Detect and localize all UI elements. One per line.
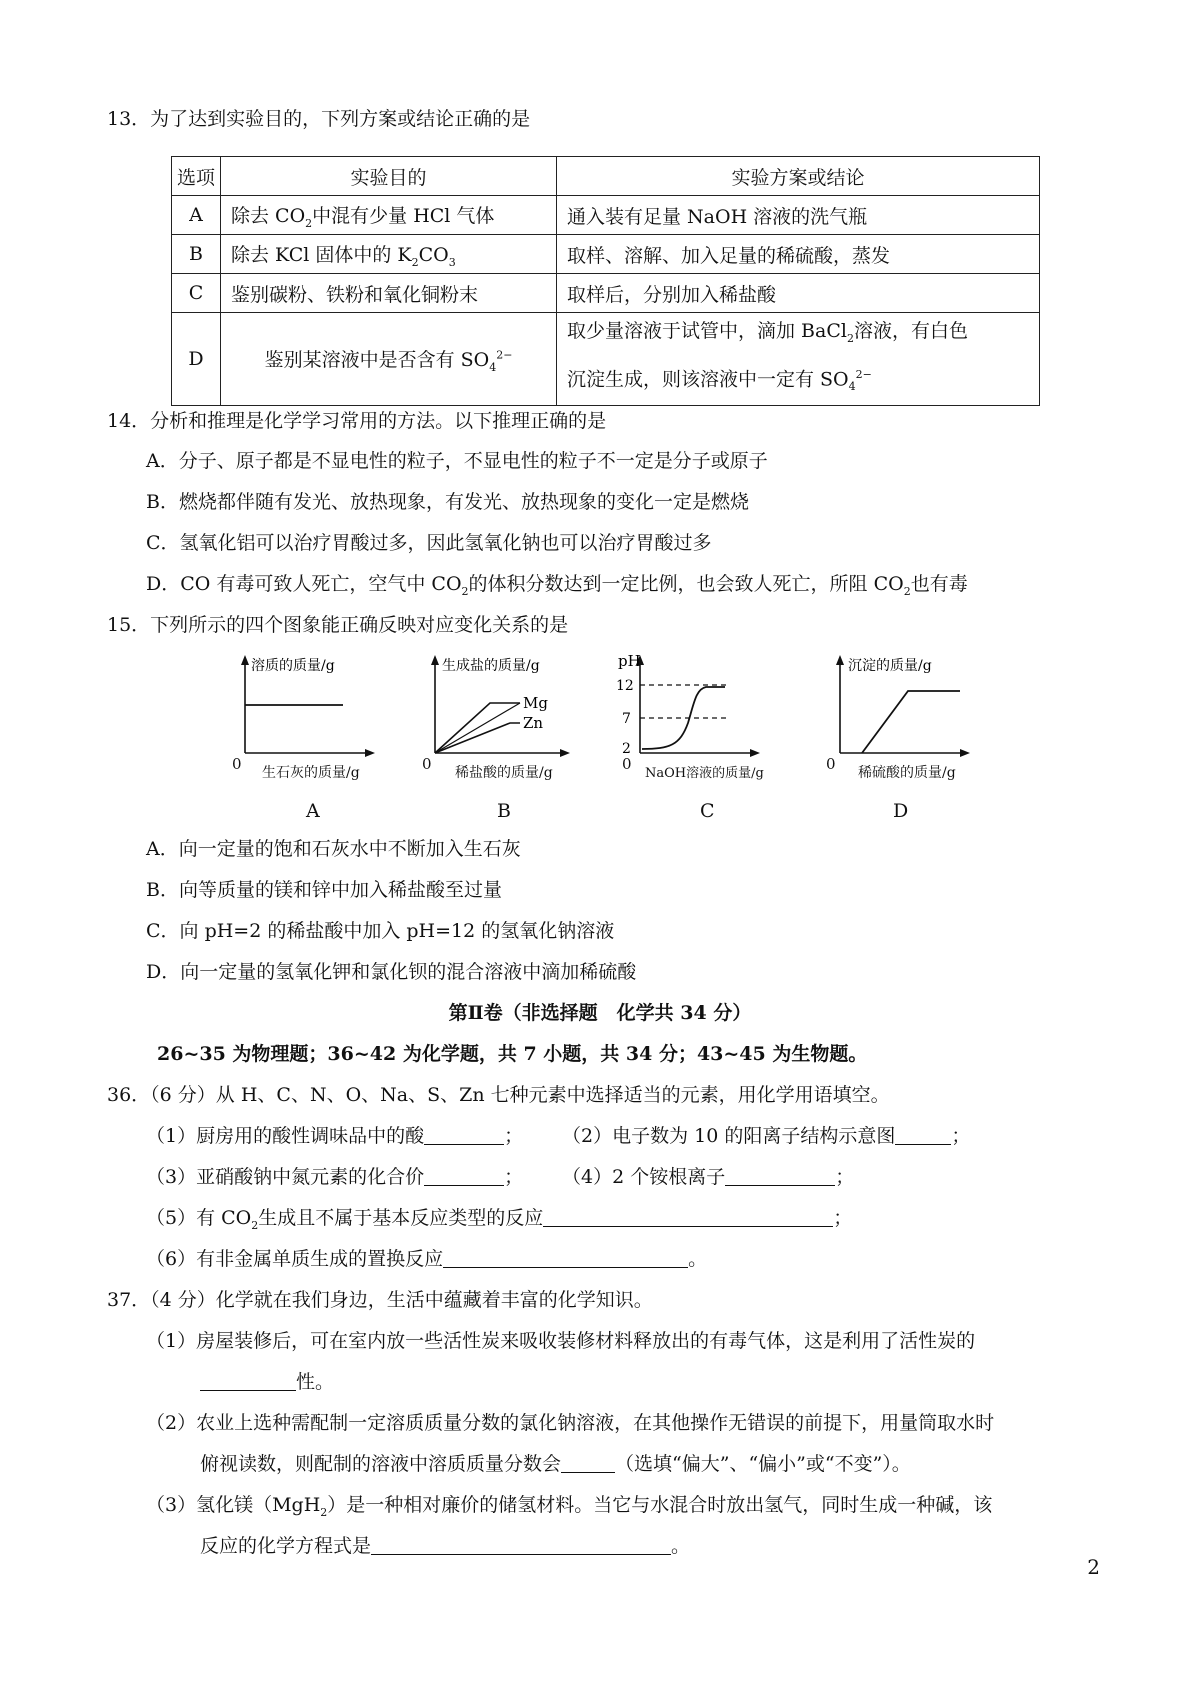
q36-part-3: （3）亚硝酸钠中氮元素的化合价 ；: [146, 1166, 524, 1188]
graph-label: A: [306, 800, 320, 822]
q36-part-6: （6）有非金属单质生成的置换反应 。: [146, 1248, 708, 1270]
x-axis-label: NaOH溶液的质量/g: [645, 766, 764, 781]
row-aim: 鉴别某溶液中是否含有 $SO_4^{2-}$: [221, 313, 557, 406]
x-axis-arrow: [560, 749, 570, 757]
graph-label: B: [497, 800, 511, 822]
q15-option-b: B．向等质量的镁和锌中加入稀盐酸至过量: [146, 879, 502, 901]
answer-blank[interactable]: [561, 1452, 615, 1473]
tick-2: 2: [622, 741, 631, 757]
x-axis-arrow: [365, 749, 375, 757]
row-aim: 除去 $CO_2$中混有少量 HCl 气体: [221, 196, 557, 235]
y-axis-arrow: [431, 655, 439, 665]
graph-label: D: [893, 800, 909, 822]
legend-mg: Mg: [523, 694, 548, 712]
q37-part-1b: 性。: [200, 1369, 334, 1395]
origin-label: 0: [422, 755, 432, 773]
q14-option-a: A．分子、原子都是不显电性的粒子，不显电性的粒子不一定是分子或原子: [146, 450, 768, 472]
header-aim: 实验目的: [221, 157, 557, 196]
series-overlap: [435, 703, 520, 753]
q37-part-2a: （2）农业上选种需配制一定溶质质量分数的氯化钠溶液，在其他操作无错误的前提下，用量筒取水时: [146, 1412, 995, 1434]
table-header-row: [172, 157, 1040, 196]
x-axis-label: 稀盐酸的质量/g: [455, 765, 553, 781]
q13-stem: 13．为了达到实验目的，下列方案或结论正确的是: [107, 108, 531, 130]
q37-part-2b: 俯视读数，则配制的溶液中溶质质量分数会 （选填“偏大”、“偏小”或“不变”）。: [200, 1453, 911, 1475]
table-row: [172, 274, 1040, 313]
y-axis-label: pH: [618, 653, 641, 670]
tick-7: 7: [622, 711, 631, 727]
row-plan: 取样后，分别加入稀盐酸: [557, 274, 1040, 313]
q37-stem: 37．（4 分）化学就在我们身边，生活中蕴藏着丰富的化学知识。: [107, 1289, 653, 1311]
row-option: A: [172, 196, 221, 235]
row-option: B: [172, 235, 221, 274]
y-axis-label: 溶质的质量/g: [251, 658, 335, 674]
answer-blank[interactable]: [895, 1124, 951, 1145]
y-axis-arrow: [836, 655, 844, 665]
section-title: 第Ⅱ卷（非选择题 化学共 34 分）: [448, 1002, 752, 1024]
page-number: 2: [1087, 1555, 1100, 1579]
answer-blank[interactable]: [424, 1124, 504, 1145]
table-row: [172, 235, 1040, 274]
origin-label: 0: [622, 755, 632, 773]
q36-part-1: （1）厨房用的酸性调味品中的酸 ；: [146, 1125, 524, 1147]
row-option: C: [172, 274, 221, 313]
q37-part-1a: （1）房屋装修后，可在室内放一些活性炭来吸收装修材料释放出的有毒气体，这是利用了活性炭的: [146, 1330, 976, 1352]
answer-blank[interactable]: [424, 1165, 504, 1186]
graph-d: [820, 653, 980, 778]
q13-table: [171, 156, 1040, 406]
x-axis-arrow: [960, 749, 970, 757]
q36-part-4: （4）2 个铵根离子 ；: [562, 1166, 855, 1188]
row-option: D: [172, 313, 221, 406]
row-plan: 取少量溶液于试管中，滴加 BaCl$_2$溶液，有白色 沉淀生成，则该溶液中一定有 $SO_4^{2-}$: [557, 313, 1040, 406]
table-row: [172, 313, 1040, 406]
series-line: [862, 691, 960, 753]
q15-option-c: C．向 pH=2 的稀盐酸中加入 pH=12 的氢氧化钠溶液: [146, 920, 615, 942]
q14-option-b: B．燃烧都伴随有发光、放热现象，有发光、放热现象的变化一定是燃烧: [146, 491, 749, 513]
answer-blank[interactable]: [200, 1370, 296, 1391]
q14-stem: 14．分析和推理是化学学习常用的方法。以下推理正确的是: [107, 410, 607, 432]
q36-stem: 36．（6 分）从 H、C、N、O、Na、S、Zn 七种元素中选择适当的元素，用化学用语填空。: [107, 1084, 890, 1106]
q36-part-5: （5）有 $CO_2$生成且不属于基本反应类型的反应 ；: [146, 1207, 853, 1232]
q15-stem: 15．下列所示的四个图象能正确反映对应变化关系的是: [107, 614, 569, 636]
x-axis-arrow: [750, 749, 760, 757]
q37-part-3b: 反应的化学方程式是 。: [200, 1535, 691, 1557]
header-option: 选项: [172, 157, 221, 196]
row-plan: 通入装有足量 NaOH 溶液的洗气瓶: [557, 196, 1040, 235]
y-axis-label: 沉淀的质量/g: [848, 658, 932, 674]
q15-option-d: D．向一定量的氢氧化钾和氯化钡的混合溶液中滴加稀硫酸: [146, 961, 637, 983]
y-axis-label: 生成盐的质量/g: [442, 658, 540, 674]
table-row: [172, 196, 1040, 235]
section-note: 26~35 为物理题；36~42 为化学题，共 7 小题，共 34 分；43~45 为生物题。: [157, 1043, 868, 1065]
q14-option-d: D．CO 有毒可致人死亡，空气中 $CO_2$的体积分数达到一定比例，也会致人死亡，所阻 $CO_2$也有毒: [146, 573, 968, 598]
q36-part-2: （2）电子数为 10 的阳离子结构示意图 ；: [562, 1125, 971, 1147]
x-axis-label: 生石灰的质量/g: [262, 765, 360, 781]
q14-option-c: C．氢氧化铝可以治疗胃酸过多，因此氢氧化钠也可以治疗胃酸过多: [146, 532, 712, 554]
answer-blank[interactable]: [371, 1534, 671, 1555]
graph-b: [420, 653, 580, 778]
q37-part-3a: （3）氢化镁（MgH$_2$）是一种相对廉价的储氢材料。当它与水混合时放出氢气，同时生成一种碱，该: [146, 1494, 993, 1519]
q15-option-a: A．向一定量的饱和石灰水中不断加入生石灰: [146, 838, 521, 860]
answer-blank[interactable]: [725, 1165, 835, 1186]
row-aim: 鉴别碳粉、铁粉和氧化铜粉末: [221, 274, 557, 313]
answer-blank[interactable]: [443, 1247, 688, 1268]
legend-zn: Zn: [523, 714, 544, 732]
graph-label: C: [700, 800, 715, 822]
origin-label: 0: [232, 755, 242, 773]
y-axis-arrow: [241, 655, 249, 665]
tick-12: 12: [616, 678, 634, 694]
x-axis-label: 稀硫酸的质量/g: [858, 765, 956, 781]
row-aim: 除去 KCl 固体中的 $K_2CO_3$: [221, 235, 557, 274]
row-plan: 取样、溶解、加入足量的稀硫酸，蒸发: [557, 235, 1040, 274]
answer-blank[interactable]: [543, 1206, 833, 1227]
graph-a: [225, 653, 380, 778]
origin-label: 0: [826, 755, 836, 773]
header-plan: 实验方案或结论: [557, 157, 1040, 196]
